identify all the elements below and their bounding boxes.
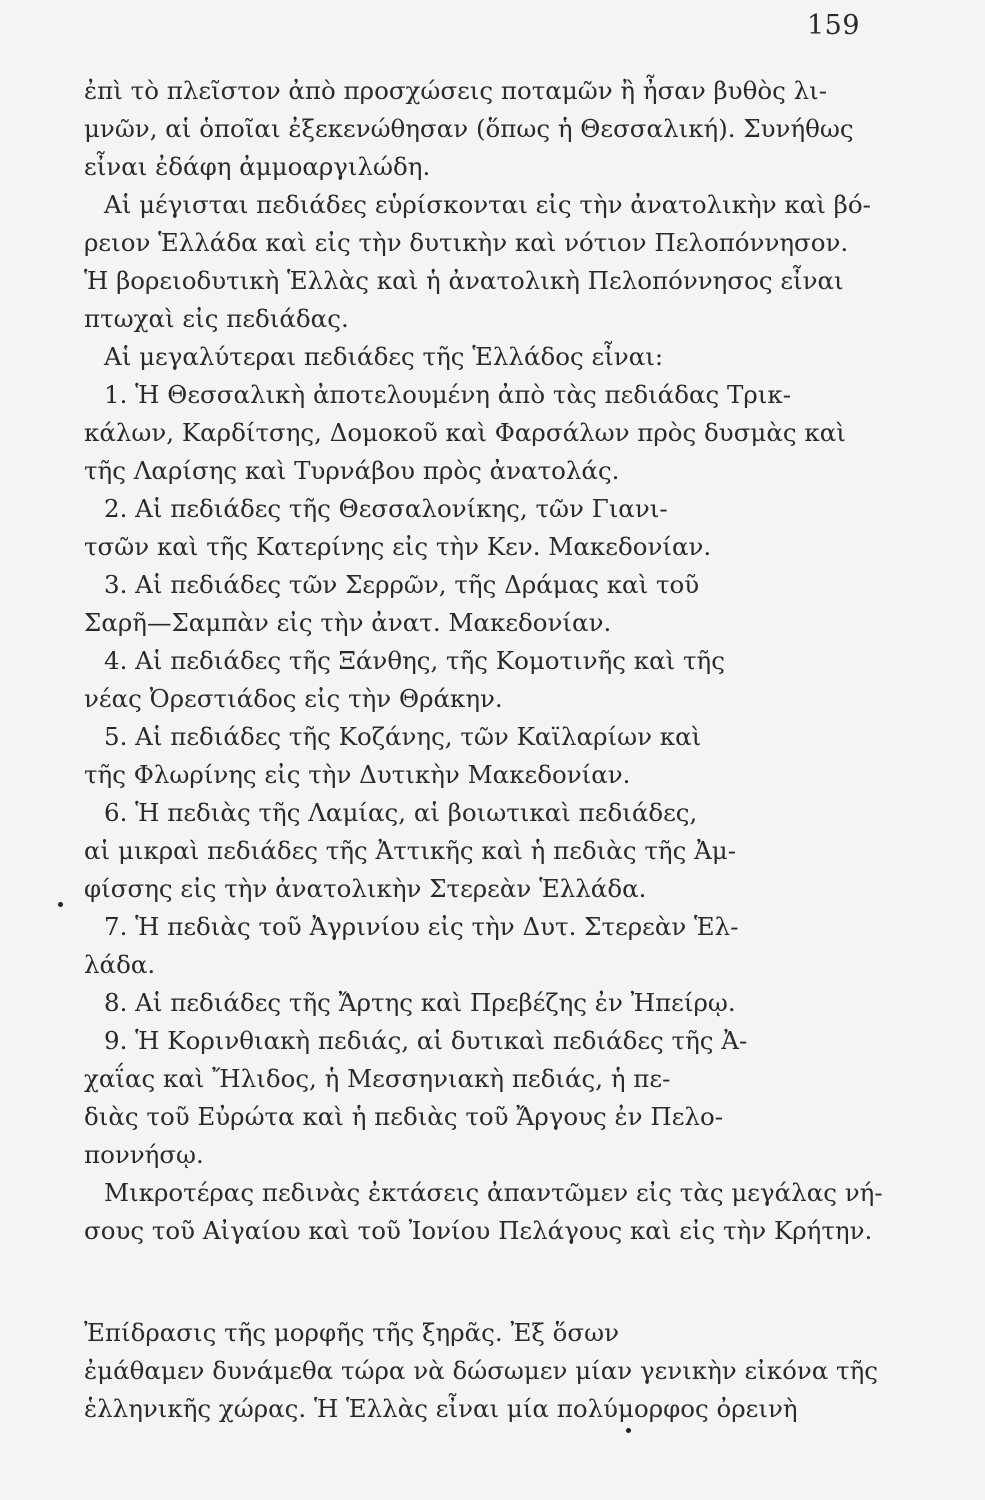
text-line: ἑλληνικῆς χώρας. Ἡ Ἑλλὰς εἶναι μία πολύμορφος ὀρεινὴ — [84, 1394, 798, 1423]
text-line: Ἡ βορειοδυτικὴ Ἑλλὰς καὶ ἡ ἀνατολικὴ Πελοπόννησος εἶναι — [84, 266, 844, 295]
ink-speck — [58, 902, 63, 907]
text-line: τῆς Λαρίσης καὶ Τυρνάβου πρὸς ἀνατολάς. — [84, 456, 620, 485]
text-line: 9. Ἡ Κορινθιακὴ πεδιάς, αἱ δυτικαὶ πεδιάδες τῆς Ἀ- — [104, 1026, 748, 1055]
text-line: 8. Αἱ πεδιάδες τῆς Ἄρτης καὶ Πρεβέζης ἐν Ἠπείρῳ. — [104, 988, 736, 1017]
text-line: Αἱ μεγαλύτεραι πεδιάδες τῆς Ἑλλάδος εἶναι: — [104, 342, 664, 371]
text-line: εἶναι ἐδάφη ἀμμοαργιλώδη. — [84, 152, 431, 181]
text-line: 1. Ἡ Θεσσαλικὴ ἀποτελουμένη ἀπὸ τὰς πεδιάδας Τρικ- — [104, 380, 791, 409]
text-line: αἱ μικραὶ πεδιάδες τῆς Ἀττικῆς καὶ ἡ πεδιὰς τῆς Ἀμ- — [84, 836, 736, 865]
text-line: ποννήσῳ. — [84, 1140, 204, 1169]
text-line: Σαρῆ—Σαμπὰν εἰς τὴν ἀνατ. Μακεδονίαν. — [84, 608, 612, 637]
text-line: διὰς τοῦ Εὐρώτα καὶ ἡ πεδιὰς τοῦ Ἄργους ἐν Πελο- — [84, 1102, 723, 1131]
text-line: 7. Ἡ πεδιὰς τοῦ Ἀγρινίου εἰς τὴν Δυτ. Στερεὰν Ἑλ- — [104, 912, 739, 941]
text-line: 2. Αἱ πεδιάδες τῆς Θεσσαλονίκης, τῶν Γιανι- — [104, 494, 668, 523]
blank-line — [84, 1250, 882, 1314]
text-line: τσῶν καὶ τῆς Κατερίνης εἰς τὴν Κεν. Μακεδονίαν. — [84, 532, 712, 561]
text-line: Μικροτέρας πεδινὰς ἐκτάσεις ἀπαντῶμεν εἰς τὰς μεγάλας νή- — [104, 1178, 883, 1207]
page-number: 159 — [807, 10, 861, 41]
ink-speck — [626, 1428, 631, 1433]
text-line: λάδα. — [84, 950, 156, 979]
text-line: 4. Αἱ πεδιάδες τῆς Ξάνθης, τῆς Κομοτινῆς καὶ τῆς — [104, 646, 725, 675]
text-line: κάλων, Καρδίτσης, Δομοκοῦ καὶ Φαρσάλων πρὸς δυσμὰς καὶ — [84, 418, 846, 447]
text-line: ρειον Ἑλλάδα καὶ εἰς τὴν δυτικὴν καὶ νότιον Πελοπόννησον. — [84, 228, 849, 257]
text-line: φίσσης εἰς τὴν ἀνατολικὴν Στερεὰν Ἑλλάδα. — [84, 874, 647, 903]
text-line: τῆς Φλωρίνης εἰς τὴν Δυτικὴν Μακεδονίαν. — [84, 760, 631, 789]
text-line: μνῶν, αἱ ὁποῖαι ἐξεκενώθησαν (ὅπως ἡ Θεσσαλική). Συνήθως — [84, 114, 854, 143]
text-line: 5. Αἱ πεδιάδες τῆς Κοζάνης, τῶν Καϊλαρίων καὶ — [104, 722, 702, 751]
text-line: 6. Ἡ πεδιὰς τῆς Λαμίας, αἱ βοιωτικαὶ πεδιάδες, — [104, 798, 698, 827]
section-heading-line: Ἐπίδρασις τῆς μορφῆς τῆς ξηρᾶς. Ἐξ ὅσων — [84, 1318, 619, 1347]
text-line: ἐπὶ τὸ πλεῖστον ἀπὸ προσχώσεις ποταμῶν ἢ ἦσαν βυθὸς λι- — [84, 76, 828, 105]
text-line: Αἱ μέγισται πεδιάδες εὑρίσκονται εἰς τὴν ἀνατολικὴν καὶ βό- — [104, 190, 871, 219]
text-line: νέας Ὀρεστιάδος εἰς τὴν Θράκην. — [84, 684, 503, 713]
text-line: 3. Αἱ πεδιάδες τῶν Σερρῶν, τῆς Δράμας καὶ τοῦ — [104, 570, 700, 599]
text-line: πτωχαὶ εἰς πεδιάδας. — [84, 304, 349, 333]
body-text — [84, 72, 882, 1428]
text-line: ἐμάθαμεν δυνάμεθα τώρα νὰ δώσωμεν μίαν γενικὴν εἰκόνα τῆς — [84, 1356, 879, 1385]
text-line: χαΐας καὶ Ἤλιδος, ἡ Μεσσηνιακὴ πεδιάς, ἡ πε- — [84, 1064, 671, 1093]
text-line: σους τοῦ Αἰγαίου καὶ τοῦ Ἰονίου Πελάγους καὶ εἰς τὴν Κρήτην. — [84, 1216, 873, 1245]
